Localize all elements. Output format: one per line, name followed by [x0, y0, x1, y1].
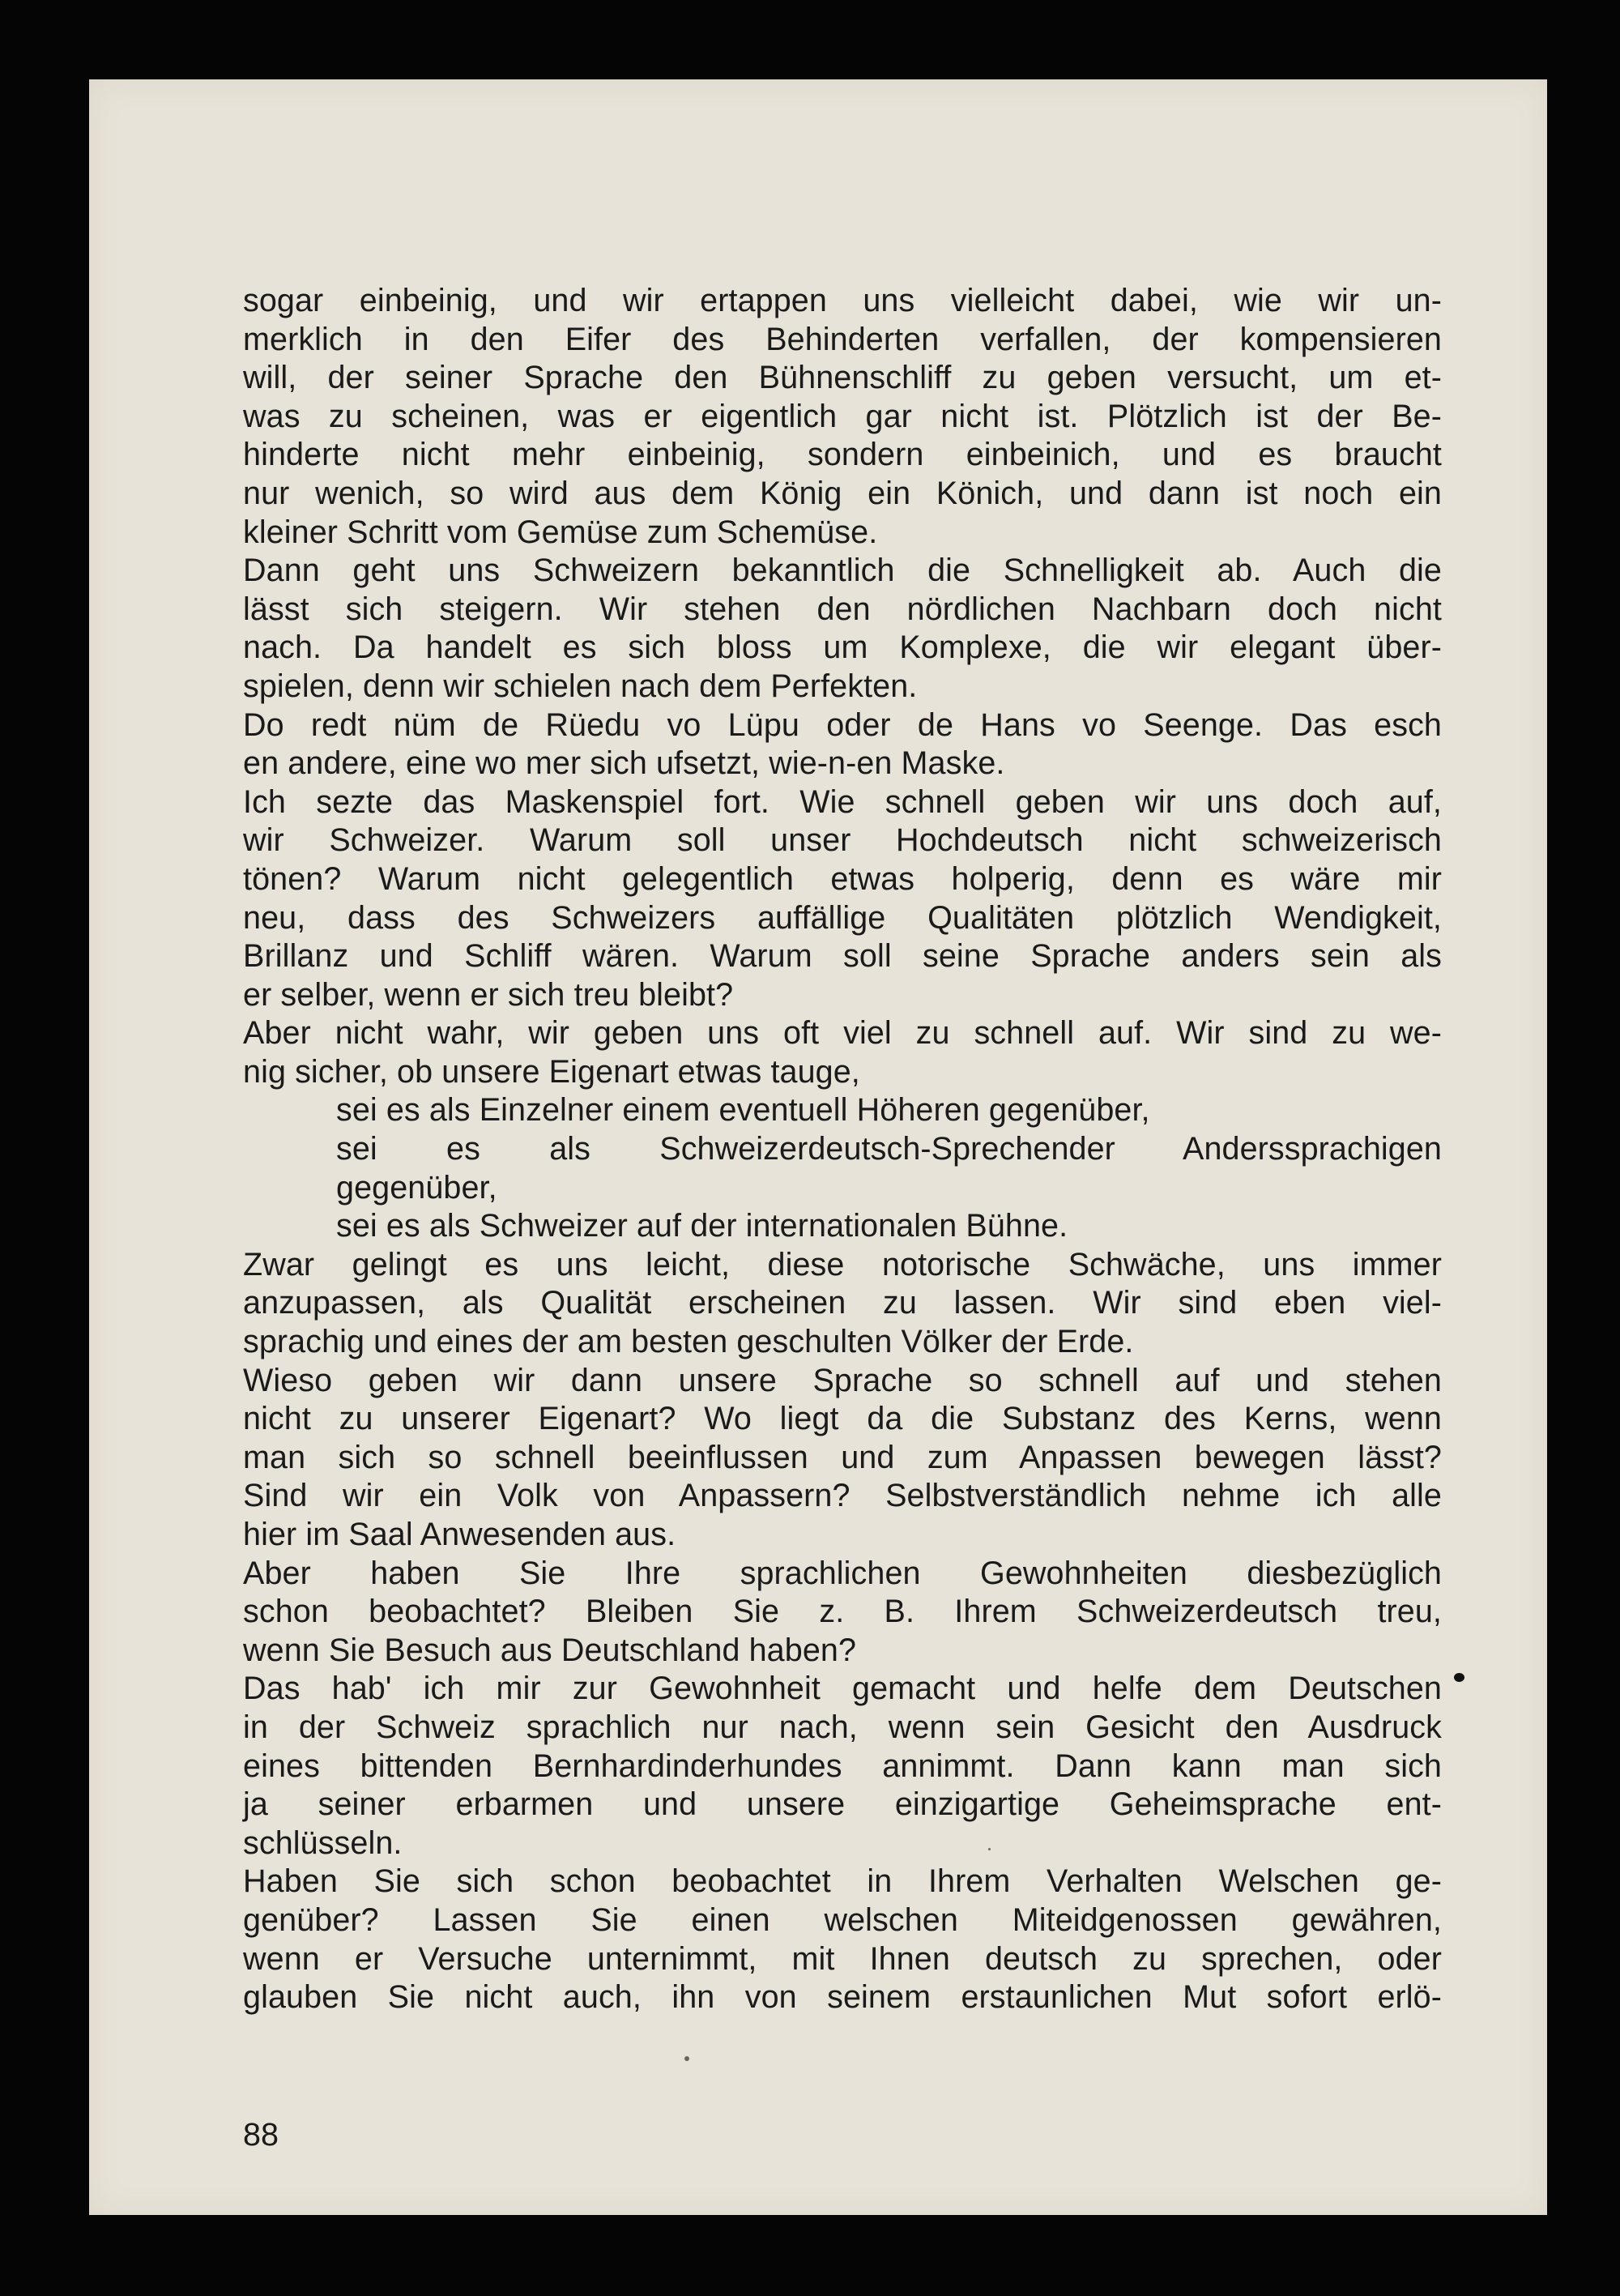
text-line: hinderte nicht mehr einbeinig, sondern einbeinich, und es braucht — [243, 437, 1442, 473]
text-line: neu, dass des Schweizers auffällige Qualitäten plötzlich Wendigkeit, — [243, 899, 1442, 936]
text-line: will, der seiner Sprache den Bühnenschliff zu geben versucht, um et- — [243, 360, 1442, 396]
text-line: man sich so schnell beeinflussen und zum Anpassen bewegen lässt? — [243, 1439, 1442, 1475]
text-line: gegenüber, — [336, 1169, 497, 1206]
text-line: ja seiner erbarmen und unsere einzigartige Geheimsprache ent- — [243, 1786, 1442, 1823]
text-line: sei es als Einzelner einem eventuell Höheren gegenüber, — [336, 1092, 1150, 1129]
body-text — [243, 282, 1442, 2017]
text-line: lässt sich steigern. Wir stehen den nördlichen Nachbarn doch nicht — [243, 591, 1442, 627]
text-line: anzupassen, als Qualität erscheinen zu lassen. Wir sind eben viel- — [243, 1285, 1442, 1321]
text-line: wenn er Versuche unternimmt, mit Ihnen deutsch zu sprechen, oder — [243, 1940, 1442, 1977]
text-line: nicht zu unserer Eigenart? Wo liegt da die Substanz des Kerns, wenn — [243, 1401, 1442, 1437]
text-line: genüber? Lassen Sie einen welschen Miteidgenossen gewähren, — [243, 1901, 1442, 1938]
margin-dot-mark — [1454, 1673, 1464, 1682]
text-line: nur wenich, so wird aus dem König ein Könich, und dann ist noch ein — [243, 475, 1442, 511]
page-number: 88 — [243, 2117, 279, 2153]
text-line: en andere, eine wo mer sich ufsetzt, wie-n-en Maske. — [243, 745, 1005, 782]
text-line: Wieso geben wir dann unsere Sprache so schnell auf und stehen — [243, 1362, 1442, 1398]
paper-speck — [684, 2056, 689, 2061]
text-line: Do redt nüm de Rüedu vo Lüpu oder de Hans vo Seenge. Das esch — [243, 706, 1442, 743]
text-line: sei es als Schweizer auf der internationalen Bühne. — [336, 1208, 1068, 1244]
book-page — [89, 79, 1547, 2215]
text-line: Ich sezte das Maskenspiel fort. Wie schnell geben wir uns doch auf, — [243, 783, 1442, 820]
text-line: er selber, wenn er sich treu bleibt? — [243, 976, 734, 1013]
text-line: nach. Da handelt es sich bloss um Komplexe, die wir elegant über- — [243, 629, 1442, 666]
text-line: nig sicher, ob unsere Eigenart etwas tauge, — [243, 1053, 860, 1090]
text-line: schlüsseln. — [243, 1824, 403, 1861]
text-line: Aber nicht wahr, wir geben uns oft viel zu schnell auf. Wir sind zu we- — [243, 1015, 1442, 1052]
text-line: spielen, denn wir schielen nach dem Perfekten. — [243, 668, 918, 704]
text-line: glauben Sie nicht auch, ihn von seinem erstaunlichen Mut sofort erlö- — [243, 1979, 1442, 2016]
text-line: Zwar gelingt es uns leicht, diese notorische Schwäche, uns immer — [243, 1246, 1442, 1282]
text-line: sei es als Schweizerdeutsch-Sprechender Anderssprachigen — [336, 1131, 1442, 1167]
text-line: schon beobachtet? Bleiben Sie z. B. Ihrem Schweizerdeutsch treu, — [243, 1594, 1442, 1630]
text-line: Sind wir ein Volk von Anpassern? Selbstverständlich nehme ich alle — [243, 1478, 1442, 1514]
text-line: Das hab' ich mir zur Gewohnheit gemacht und helfe dem Deutschen — [243, 1671, 1442, 1707]
paper-speck — [988, 1848, 991, 1850]
text-line: hier im Saal Anwesenden aus. — [243, 1517, 676, 1552]
text-line: Aber haben Sie Ihre sprachlichen Gewohnheiten diesbezüglich — [243, 1555, 1442, 1591]
text-line: was zu scheinen, was er eigentlich gar nicht ist. Plötzlich ist der Be- — [243, 398, 1442, 434]
text-line: eines bittenden Bernhardinderhundes annimmt. Dann kann man sich — [243, 1748, 1442, 1784]
text-line: tönen? Warum nicht gelegentlich etwas holperig, denn es wäre mir — [243, 860, 1442, 897]
text-line: sprachig und eines der am besten geschulten Völker der Erde. — [243, 1324, 1134, 1360]
text-line: Dann geht uns Schweizern bekanntlich die Schnelligkeit ab. Auch die — [243, 553, 1442, 589]
text-line: sogar einbeinig, und wir ertappen uns vielleicht dabei, wie wir un- — [243, 283, 1442, 318]
text-line: Brillanz und Schliff wären. Warum soll seine Sprache anders sein als — [243, 938, 1442, 975]
text-line: wenn Sie Besuch aus Deutschland haben? — [243, 1632, 857, 1668]
text-line: merklich in den Eifer des Behinderten verfallen, der kompensieren — [243, 321, 1442, 357]
text-line: kleiner Schritt vom Gemüse zum Schemüse. — [243, 514, 878, 550]
text-line: wir Schweizer. Warum soll unser Hochdeutsch nicht schweizerisch — [243, 822, 1442, 859]
text-line: Haben Sie sich schon beobachtet in Ihrem Verhalten Welschen ge- — [243, 1863, 1442, 1900]
text-line: in der Schweiz sprachlich nur nach, wenn sein Gesicht den Ausdruck — [243, 1709, 1442, 1745]
